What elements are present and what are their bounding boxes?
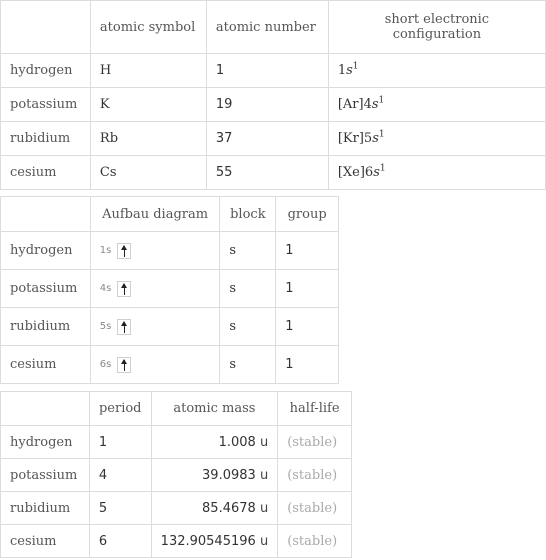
atomic-mass — [151, 426, 278, 459]
row-label: potassium — [1, 270, 91, 308]
config-orbital: s — [346, 63, 353, 78]
config-core: [Kr] — [337, 131, 364, 146]
electronic-configuration — [328, 54, 545, 88]
row-label: potassium — [1, 459, 90, 492]
mass-value: 132.90545196 — [160, 533, 256, 549]
header-row — [1, 1, 546, 54]
table-row — [1, 492, 352, 525]
period: 1 — [89, 426, 151, 459]
electronic-configuration — [328, 122, 545, 156]
table-row — [1, 88, 546, 122]
config-core: [Xe] — [337, 165, 365, 180]
table-row — [1, 270, 339, 308]
table-row — [1, 156, 546, 190]
row-label: cesium — [1, 525, 90, 558]
header-atomic-mass: atomic mass — [151, 392, 278, 426]
orbital-label: 4s — [99, 283, 112, 294]
atomic-number: 55 — [206, 156, 328, 190]
aufbau-diagram — [90, 232, 220, 270]
config-superscript: 1 — [378, 129, 385, 140]
orbital-box — [117, 281, 131, 297]
table-row — [1, 308, 339, 346]
row-label: rubidium — [1, 122, 91, 156]
aufbau-table — [0, 196, 339, 384]
half-life: (stable) — [278, 426, 352, 459]
header-atomic-symbol: atomic symbol — [90, 1, 206, 54]
up-arrow-spin-icon — [124, 246, 125, 257]
group: 1 — [276, 232, 339, 270]
block: s — [220, 270, 276, 308]
config-superscript: 1 — [378, 95, 385, 106]
mass-unit: u — [259, 533, 269, 549]
header-atomic-number: atomic number — [206, 1, 328, 54]
atomic-symbol: Rb — [90, 122, 206, 156]
element-properties-table — [0, 0, 546, 190]
half-life: (stable) — [278, 525, 352, 558]
atomic-mass — [151, 459, 278, 492]
aufbau-diagram — [90, 346, 220, 384]
atomic-number: 37 — [206, 122, 328, 156]
period: 4 — [89, 459, 151, 492]
config-shell: 4 — [363, 97, 372, 112]
atomic-mass — [151, 525, 278, 558]
config-shell: 1 — [337, 63, 347, 78]
header-group: group — [276, 197, 339, 232]
table-row — [1, 426, 352, 459]
header-period: period — [89, 392, 151, 426]
mass-unit: u — [259, 500, 269, 516]
half-life: (stable) — [278, 459, 352, 492]
atomic-number: 1 — [206, 54, 328, 88]
mass-unit: u — [259, 467, 269, 483]
electronic-configuration — [328, 88, 545, 122]
row-label: rubidium — [1, 492, 90, 525]
block: s — [220, 346, 276, 384]
row-label: hydrogen — [1, 232, 91, 270]
config-orbital: s — [372, 131, 379, 146]
config-superscript: 1 — [352, 61, 359, 72]
config-orbital: s — [373, 165, 380, 180]
table-row — [1, 459, 352, 492]
row-label: cesium — [1, 156, 91, 190]
config-core: [Ar] — [337, 97, 364, 112]
header-row — [1, 197, 339, 232]
mass-unit: u — [259, 434, 269, 450]
up-arrow-spin-icon — [124, 360, 125, 371]
atomic-symbol: K — [90, 88, 206, 122]
config-orbital: s — [371, 97, 379, 112]
atomic-symbol: H — [90, 54, 206, 88]
config-superscript: 1 — [379, 163, 386, 174]
period: 6 — [89, 525, 151, 558]
header-block: block — [220, 197, 276, 232]
up-arrow-spin-icon — [124, 284, 125, 295]
header-empty — [1, 1, 91, 54]
table-row — [1, 346, 339, 384]
group: 1 — [276, 346, 339, 384]
orbital-box — [117, 319, 131, 335]
block: s — [220, 308, 276, 346]
mass-value: 39.0983 — [202, 467, 256, 483]
header-row — [1, 392, 352, 426]
table-row — [1, 525, 352, 558]
half-life: (stable) — [278, 492, 352, 525]
header-electronic-configuration: short electronic configuration — [328, 1, 545, 54]
row-label: potassium — [1, 88, 91, 122]
mass-table — [0, 391, 352, 558]
config-shell: 5 — [363, 131, 373, 146]
orbital-label: 6s — [99, 359, 112, 370]
orbital-box — [117, 243, 131, 259]
orbital-label: 5s — [99, 321, 112, 332]
table-row — [1, 122, 546, 156]
group: 1 — [276, 270, 339, 308]
orbital-box — [117, 357, 131, 373]
row-label: hydrogen — [1, 426, 90, 459]
mass-value: 1.008 — [218, 434, 256, 450]
aufbau-diagram — [90, 308, 220, 346]
orbital-label: 1s — [99, 245, 112, 256]
mass-value: 85.4678 — [202, 500, 256, 516]
up-arrow-spin-icon — [124, 322, 125, 333]
aufbau-diagram — [90, 270, 220, 308]
atomic-symbol: Cs — [90, 156, 206, 190]
header-empty — [1, 197, 91, 232]
atomic-mass — [151, 492, 278, 525]
table-row — [1, 232, 339, 270]
period: 5 — [89, 492, 151, 525]
row-label: hydrogen — [1, 54, 91, 88]
row-label: rubidium — [1, 308, 91, 346]
group: 1 — [276, 308, 339, 346]
table-row — [1, 54, 546, 88]
header-empty — [1, 392, 90, 426]
row-label: cesium — [1, 346, 91, 384]
electronic-configuration — [328, 156, 545, 190]
atomic-number: 19 — [206, 88, 328, 122]
config-shell: 6 — [364, 165, 374, 180]
header-half-life: half-life — [278, 392, 352, 426]
block: s — [220, 232, 276, 270]
header-aufbau-diagram: Aufbau diagram — [90, 197, 220, 232]
